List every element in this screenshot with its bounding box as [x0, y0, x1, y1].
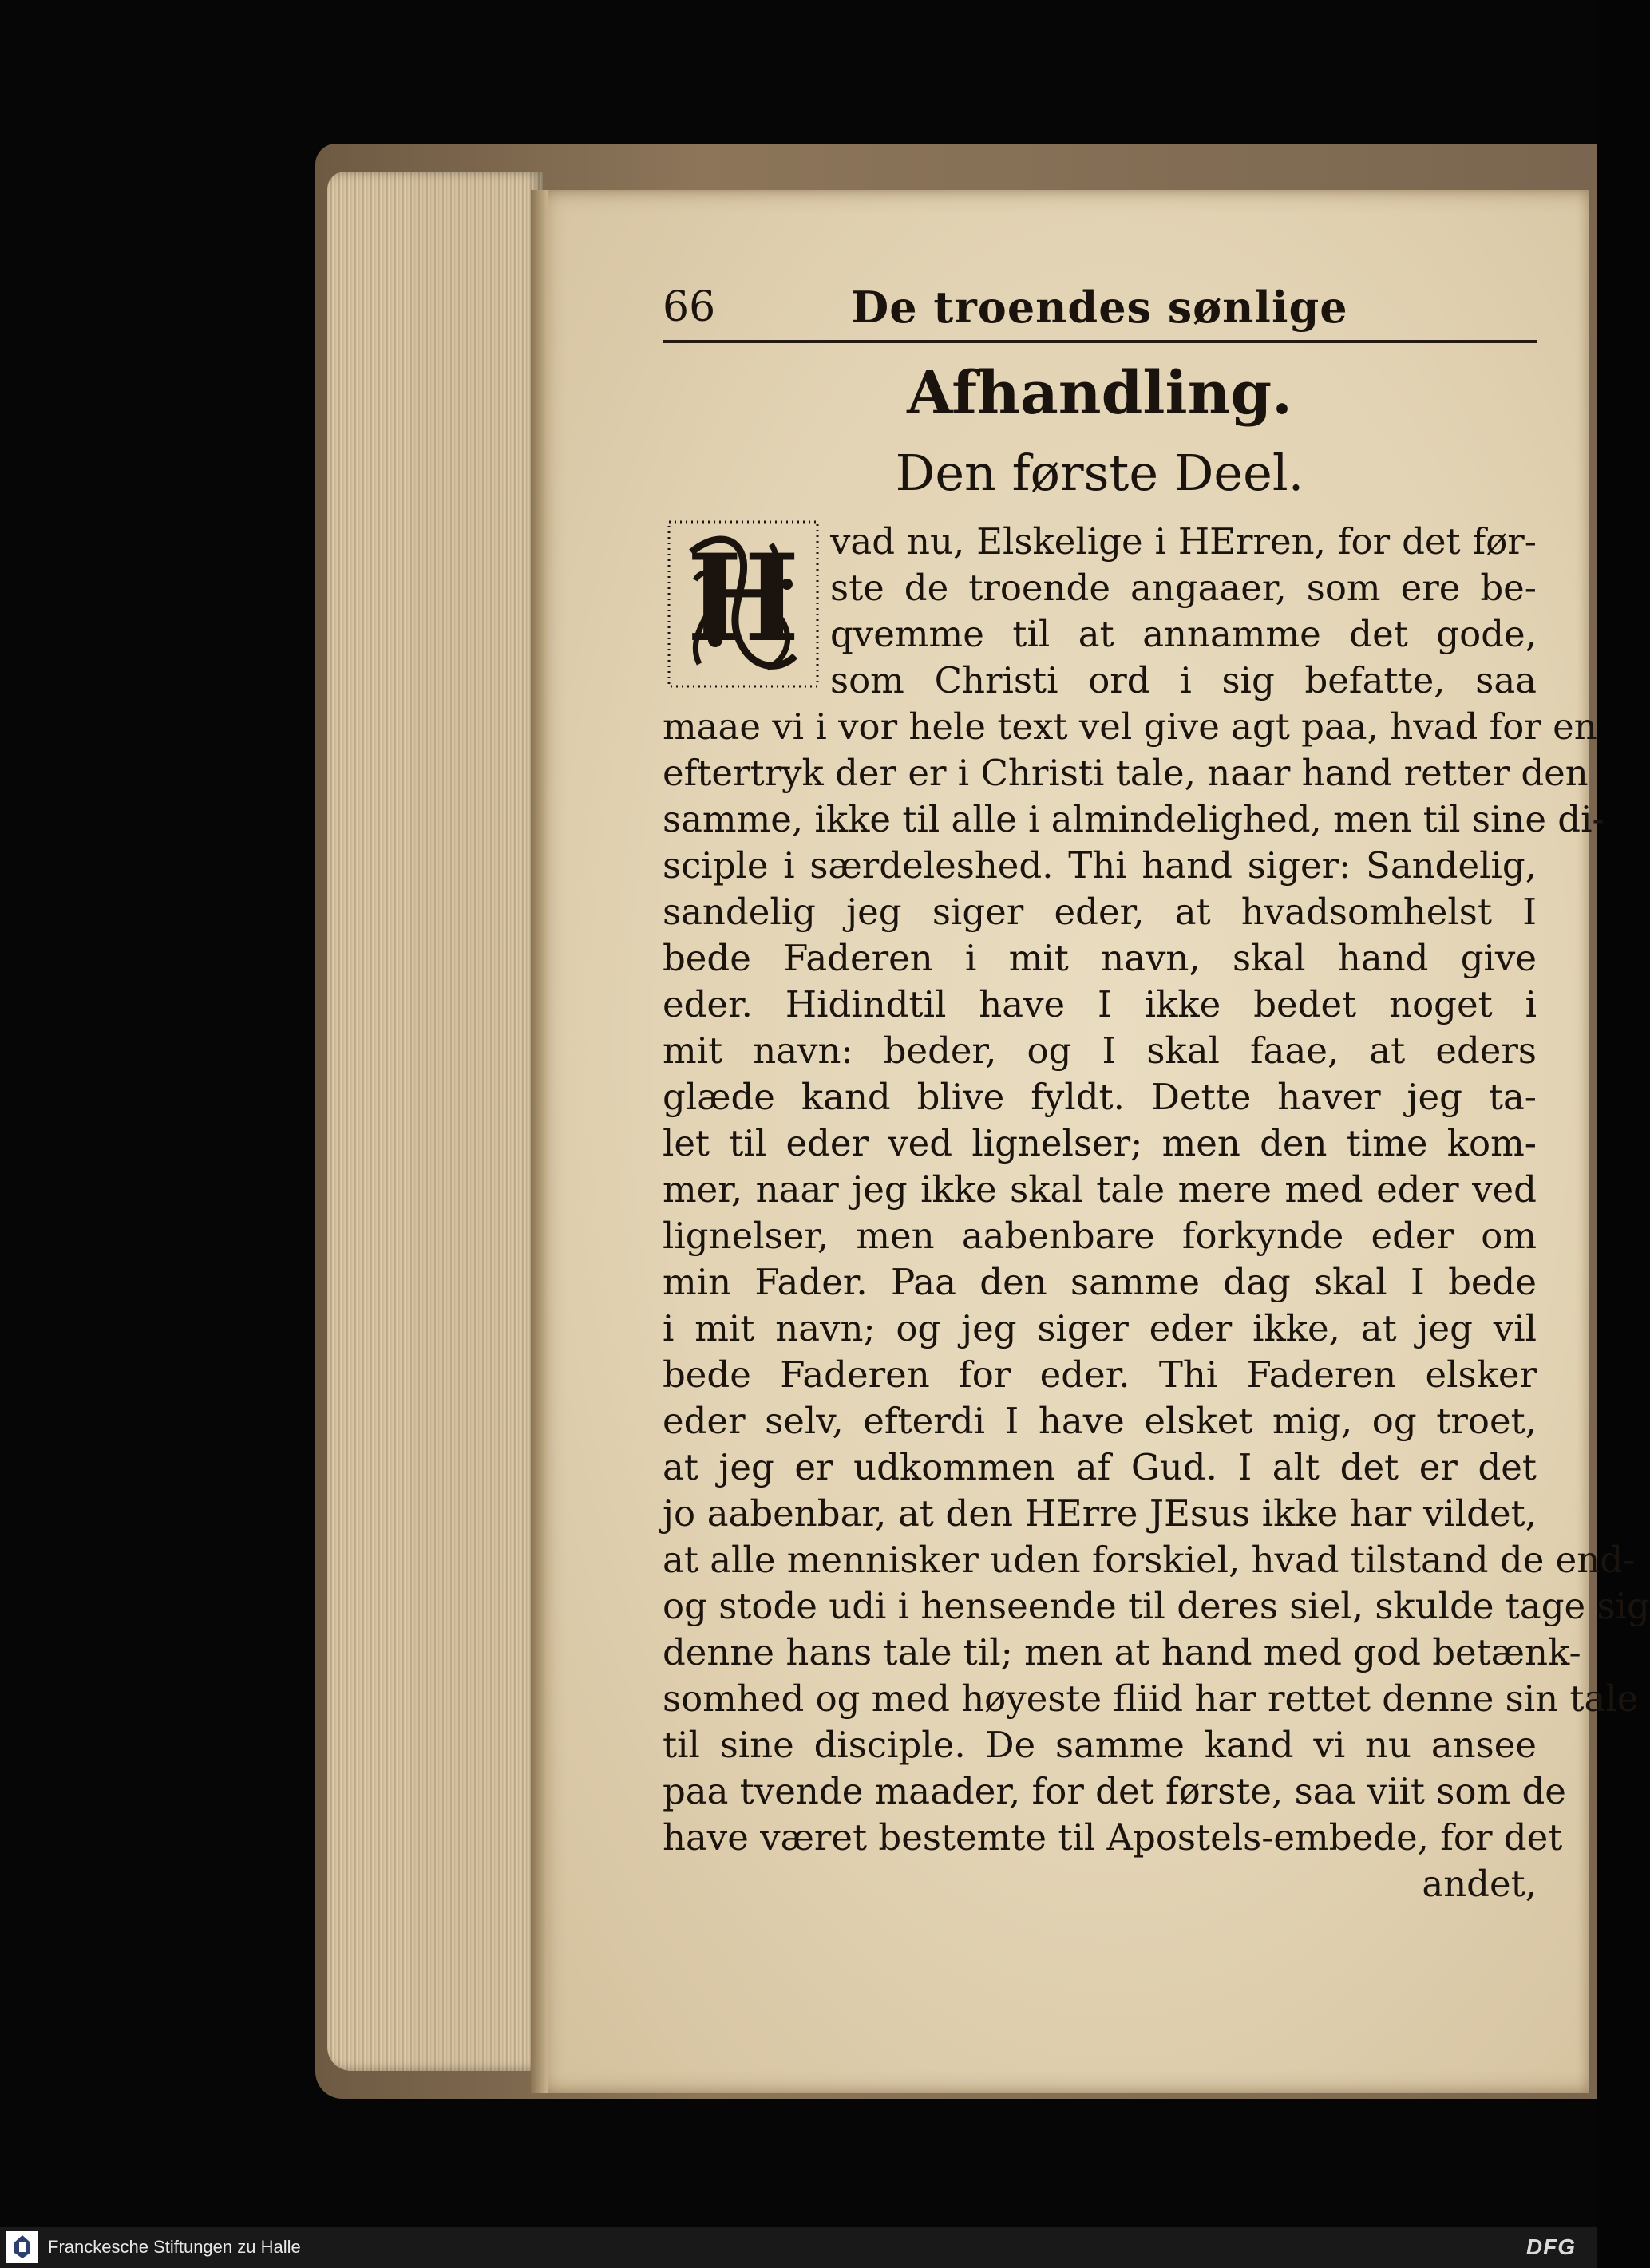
page-edges	[327, 172, 543, 2071]
catchword: andet,	[1422, 1863, 1537, 1905]
text-line: at alle mennisker uden forskiel, hvad tilstand de end-	[663, 1539, 1636, 1581]
text-line: som Christi ord i sig befatte, saa	[830, 659, 1537, 701]
text-line: vad nu, Elskelige i HErren, for det før-	[830, 520, 1537, 563]
text-line: at jeg er udkommen af Gud. I alt det er det	[663, 1446, 1537, 1488]
running-title: De troendes sønlige	[851, 282, 1348, 333]
text-line: ste de troende angaaer, som ere be-	[830, 567, 1537, 609]
book-page	[531, 190, 1650, 2093]
section-title: Den første Deel.	[895, 444, 1304, 502]
text-line: samme, ikke til alle i almindelighed, men til sine di-	[663, 798, 1604, 840]
dfg-logo: DFG	[1525, 2234, 1576, 2259]
header-rule	[663, 340, 1537, 343]
text-line: have været bestemte til Apostels-embede, for det	[663, 1816, 1563, 1859]
text-line: let til eder ved lignelser; men den time kom-	[663, 1122, 1537, 1164]
page-header	[663, 279, 1537, 335]
text-line: bede Faderen for eder. Thi Faderen elsker	[663, 1353, 1537, 1396]
text-line: mer, naar jeg ikke skal tale mere med eder ved	[663, 1168, 1537, 1211]
body-text	[663, 519, 1650, 1907]
text-line: maae vi i vor hele text vel give agt paa, hvad for en	[663, 705, 1597, 748]
text-block	[663, 279, 1650, 2067]
text-line: glæde kand blive fyldt. Dette haver jeg ta-	[663, 1076, 1537, 1118]
text-line: til sine disciple. De samme kand vi nu ansee	[663, 1724, 1537, 1766]
text-line: eftertryk der er i Christi tale, naar hand retter den	[663, 752, 1589, 794]
text-line: qvemme til at annamme det gode,	[830, 613, 1537, 655]
text-line: bede Faderen i mit navn, skal hand give	[663, 937, 1537, 979]
text-line: somhed og med høyeste fliid har rettet denne sin tale	[663, 1677, 1639, 1720]
text-line: og stode udi i henseende til deres siel, skulde tage sig	[663, 1585, 1650, 1627]
text-line: sandelig jeg siger eder, at hvadsomhelst I	[663, 891, 1537, 933]
page-gutter	[531, 190, 548, 2093]
franckesche-stiftungen-logo-icon[interactable]	[6, 2231, 38, 2263]
footer-bar	[0, 2227, 1597, 2268]
institution-name: Franckesche Stiftungen zu Halle	[48, 2237, 301, 2257]
text-line: paa tvende maader, for det første, saa viit som de	[663, 1770, 1566, 1812]
text-line: min Fader. Paa den samme dag skal I bede	[663, 1261, 1537, 1303]
text-line: eder selv, efterdi I have elsket mig, og troet,	[663, 1400, 1537, 1442]
text-line: i mit navn; og jeg siger eder ikke, at jeg vil	[663, 1307, 1537, 1349]
text-line: jo aabenbar, at den HErre JEsus ikke har vildet,	[663, 1492, 1537, 1535]
text-line: eder. Hidindtil have I ikke bedet noget i	[663, 983, 1537, 1025]
drop-cap-letter: H	[687, 528, 800, 669]
text-line: mit navn: beder, og I skal faae, at eders	[663, 1029, 1537, 1072]
text-line: sciple i særdeleshed. Thi hand siger: Sandelig,	[663, 844, 1537, 887]
page-number: 66	[663, 283, 716, 331]
text-line: lignelser, men aabenbare forkynde eder om	[663, 1215, 1537, 1257]
page-title: Afhandling.	[907, 359, 1292, 428]
text-line: denne hans tale til; men at hand med god betænk-	[663, 1631, 1581, 1673]
